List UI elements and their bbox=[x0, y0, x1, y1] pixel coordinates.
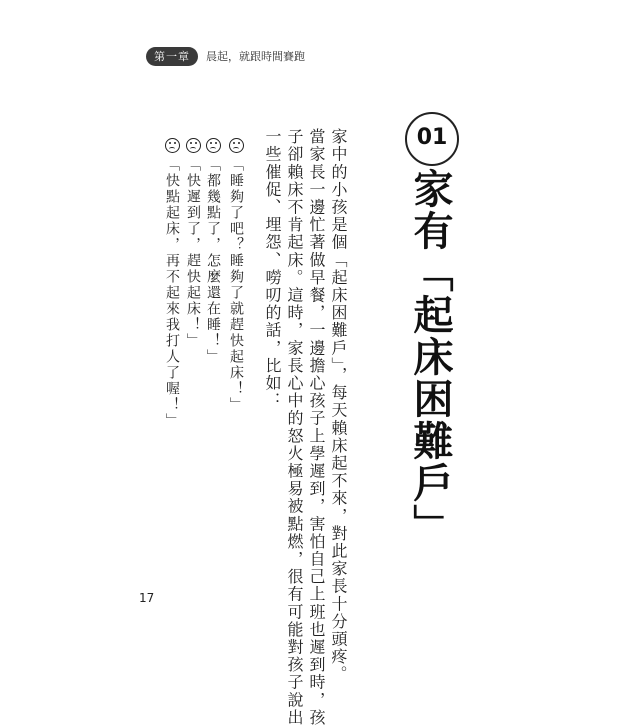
chapter-badge: 第一章 bbox=[146, 47, 198, 66]
body-line-4: 一些催促、埋怨、嘮叨的話，比如： bbox=[263, 128, 282, 410]
sad-face-icon bbox=[206, 138, 221, 153]
quote-4: 「快點起床，再不起來我打人了喔！」 bbox=[164, 157, 180, 429]
sad-face-icon bbox=[229, 138, 244, 153]
section-number: 01 bbox=[416, 125, 448, 150]
body-line-2: 當家長一邊忙著做早餐，一邊擔心孩子上學遲到，害怕自己上班也遲到時，孩 bbox=[307, 128, 326, 726]
section-number-badge bbox=[405, 112, 459, 166]
chapter-title: 晨起，就跟時間賽跑 bbox=[206, 50, 305, 63]
quote-3: 「快遲到了，趕快起床！」 bbox=[185, 157, 201, 349]
quote-2: 「都幾點了，怎麼還在睡！」 bbox=[205, 157, 221, 365]
body-line-1: 家中的小孩是個「起床困難戶」，每天賴床起不來，對此家長十分頭疼。 bbox=[329, 128, 348, 684]
quote-1: 「睡夠了吧？睡夠了就趕快起床！」 bbox=[228, 157, 244, 413]
sad-face-icon bbox=[186, 138, 201, 153]
sad-face-icon bbox=[165, 138, 180, 153]
page-number: 17 bbox=[139, 591, 155, 605]
body-line-3: 子卻賴床不肯起床。這時，家長心中的怒火極易被點燃，很有可能對孩子說出 bbox=[285, 128, 304, 726]
section-title: 家有「起床困難戶」 bbox=[407, 168, 453, 546]
